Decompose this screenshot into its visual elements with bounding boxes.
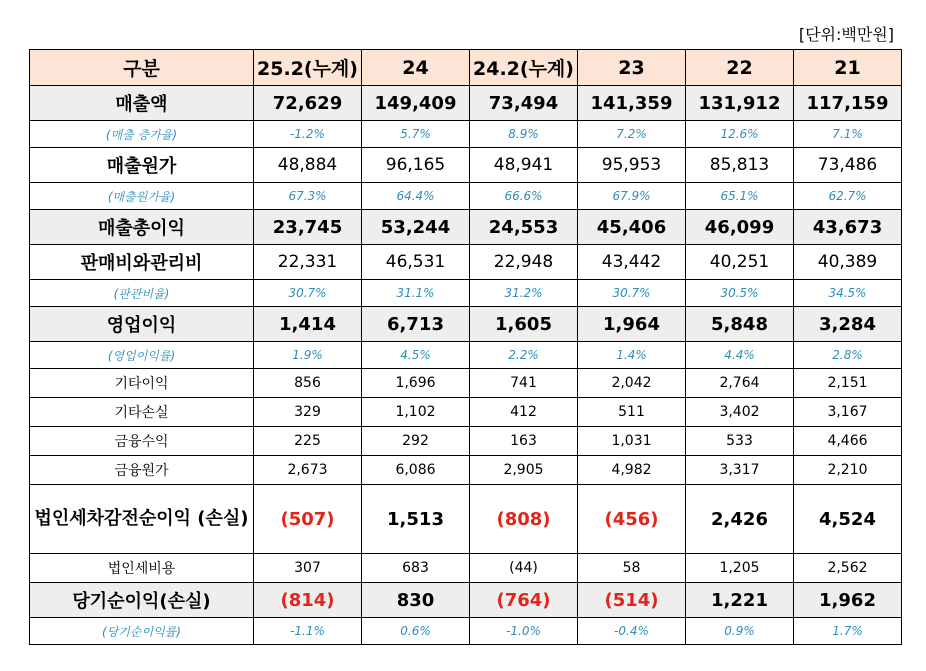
table-cell: 533 bbox=[686, 427, 794, 456]
table-cell: 856 bbox=[254, 369, 362, 398]
table-row bbox=[30, 86, 902, 121]
table-row bbox=[30, 245, 902, 280]
table-cell: (456) bbox=[578, 485, 686, 554]
table-row bbox=[30, 210, 902, 245]
table-cell: 2,042 bbox=[578, 369, 686, 398]
table-row bbox=[30, 148, 902, 183]
row-label: (매출원가율) bbox=[30, 183, 254, 210]
table-cell: -1.2% bbox=[254, 121, 362, 148]
table-cell: 2,673 bbox=[254, 456, 362, 485]
table-cell: 412 bbox=[470, 398, 578, 427]
table-cell: 58 bbox=[578, 554, 686, 583]
table-cell: 2,764 bbox=[686, 369, 794, 398]
table-cell: 72,629 bbox=[254, 86, 362, 121]
table-cell: 31.1% bbox=[362, 280, 470, 307]
row-label: 매출원가 bbox=[30, 148, 254, 183]
table-cell: 30.5% bbox=[686, 280, 794, 307]
table-row bbox=[30, 342, 902, 369]
table-cell: 64.4% bbox=[362, 183, 470, 210]
row-label: (매출 증가율) bbox=[30, 121, 254, 148]
table-cell: 1,962 bbox=[794, 583, 902, 618]
table-cell: 4,466 bbox=[794, 427, 902, 456]
table-cell: 48,941 bbox=[470, 148, 578, 183]
income-statement-table bbox=[29, 49, 902, 645]
table-cell: 3,167 bbox=[794, 398, 902, 427]
table-cell: 96,165 bbox=[362, 148, 470, 183]
table-cell: 46,099 bbox=[686, 210, 794, 245]
table-cell: 830 bbox=[362, 583, 470, 618]
table-row bbox=[30, 583, 902, 618]
table-cell: 1,031 bbox=[578, 427, 686, 456]
table-cell: 1,221 bbox=[686, 583, 794, 618]
table-cell: 7.1% bbox=[794, 121, 902, 148]
row-label: 매출총이익 bbox=[30, 210, 254, 245]
table-cell: 24,553 bbox=[470, 210, 578, 245]
table-cell: 43,442 bbox=[578, 245, 686, 280]
table-cell: 2,562 bbox=[794, 554, 902, 583]
table-row bbox=[30, 554, 902, 583]
table-cell: 683 bbox=[362, 554, 470, 583]
table-cell: 2,426 bbox=[686, 485, 794, 554]
header-row bbox=[30, 50, 902, 86]
table-cell: 12.6% bbox=[686, 121, 794, 148]
table-cell: 2.8% bbox=[794, 342, 902, 369]
table-cell: 2,210 bbox=[794, 456, 902, 485]
row-label: 영업이익 bbox=[30, 307, 254, 342]
table-cell: 3,284 bbox=[794, 307, 902, 342]
table-cell: -0.4% bbox=[578, 618, 686, 645]
table-cell: 22,948 bbox=[470, 245, 578, 280]
table-cell: 66.6% bbox=[470, 183, 578, 210]
table-cell: 48,884 bbox=[254, 148, 362, 183]
table-cell: 1,205 bbox=[686, 554, 794, 583]
table-row bbox=[30, 618, 902, 645]
table-cell: 3,402 bbox=[686, 398, 794, 427]
table-row bbox=[30, 398, 902, 427]
row-label: 금융수익 bbox=[30, 427, 254, 456]
table-cell: 31.2% bbox=[470, 280, 578, 307]
table-row bbox=[30, 307, 902, 342]
table-row bbox=[30, 369, 902, 398]
table-cell: 2,151 bbox=[794, 369, 902, 398]
table-cell: 292 bbox=[362, 427, 470, 456]
table-cell: 117,159 bbox=[794, 86, 902, 121]
table-row bbox=[30, 121, 902, 148]
table-cell: 67.3% bbox=[254, 183, 362, 210]
table-cell: 1,513 bbox=[362, 485, 470, 554]
row-label: (판관비율) bbox=[30, 280, 254, 307]
table-cell: 1,696 bbox=[362, 369, 470, 398]
table-cell: 5.7% bbox=[362, 121, 470, 148]
table-cell: 1,964 bbox=[578, 307, 686, 342]
table-cell: 3,317 bbox=[686, 456, 794, 485]
header-cell: 22 bbox=[686, 50, 794, 86]
row-label: 당기순이익(손실) bbox=[30, 583, 254, 618]
table-cell: 329 bbox=[254, 398, 362, 427]
table-row bbox=[30, 485, 902, 554]
table-cell: -1.1% bbox=[254, 618, 362, 645]
row-label: 법인세비용 bbox=[30, 554, 254, 583]
table-cell: (514) bbox=[578, 583, 686, 618]
table-cell: 45,406 bbox=[578, 210, 686, 245]
table-cell: 0.6% bbox=[362, 618, 470, 645]
table-cell: 0.9% bbox=[686, 618, 794, 645]
table-row bbox=[30, 456, 902, 485]
table-cell: 1,605 bbox=[470, 307, 578, 342]
table-cell: (814) bbox=[254, 583, 362, 618]
table-cell: 40,251 bbox=[686, 245, 794, 280]
table-cell: 4.5% bbox=[362, 342, 470, 369]
table-cell: 1,102 bbox=[362, 398, 470, 427]
header-cell: 24 bbox=[362, 50, 470, 86]
table-cell: 1.7% bbox=[794, 618, 902, 645]
table-cell: 163 bbox=[470, 427, 578, 456]
table-cell: 5,848 bbox=[686, 307, 794, 342]
row-label: (영업이익률) bbox=[30, 342, 254, 369]
table-cell: 73,486 bbox=[794, 148, 902, 183]
table-cell: 23,745 bbox=[254, 210, 362, 245]
header-cell: 25.2(누계) bbox=[254, 50, 362, 86]
table-cell: 46,531 bbox=[362, 245, 470, 280]
table-cell: 34.5% bbox=[794, 280, 902, 307]
table-cell: 30.7% bbox=[578, 280, 686, 307]
table-row bbox=[30, 183, 902, 210]
row-label: 기타손실 bbox=[30, 398, 254, 427]
header-cell: 구분 bbox=[30, 50, 254, 86]
table-cell: 307 bbox=[254, 554, 362, 583]
table-cell: 95,953 bbox=[578, 148, 686, 183]
header-cell: 23 bbox=[578, 50, 686, 86]
header-cell: 24.2(누계) bbox=[470, 50, 578, 86]
table-cell: -1.0% bbox=[470, 618, 578, 645]
table-cell: 6,713 bbox=[362, 307, 470, 342]
table-cell: 43,673 bbox=[794, 210, 902, 245]
table-cell: 7.2% bbox=[578, 121, 686, 148]
table-cell: (764) bbox=[470, 583, 578, 618]
table-cell: 6,086 bbox=[362, 456, 470, 485]
header-cell: 21 bbox=[794, 50, 902, 86]
table-cell: 131,912 bbox=[686, 86, 794, 121]
row-label: 판매비와관리비 bbox=[30, 245, 254, 280]
table-cell: 22,331 bbox=[254, 245, 362, 280]
table-row bbox=[30, 280, 902, 307]
table-cell: 149,409 bbox=[362, 86, 470, 121]
table-cell: (507) bbox=[254, 485, 362, 554]
table-cell: 4.4% bbox=[686, 342, 794, 369]
row-label: 금융원가 bbox=[30, 456, 254, 485]
table-cell: 40,389 bbox=[794, 245, 902, 280]
table-cell: 65.1% bbox=[686, 183, 794, 210]
row-label: 매출액 bbox=[30, 86, 254, 121]
table-cell: 2,905 bbox=[470, 456, 578, 485]
table-cell: (44) bbox=[470, 554, 578, 583]
table-row bbox=[30, 427, 902, 456]
table-cell: 141,359 bbox=[578, 86, 686, 121]
table-cell: 225 bbox=[254, 427, 362, 456]
row-label: 기타이익 bbox=[30, 369, 254, 398]
table-cell: 1.4% bbox=[578, 342, 686, 369]
table-cell: 53,244 bbox=[362, 210, 470, 245]
table-cell: 67.9% bbox=[578, 183, 686, 210]
table-cell: 85,813 bbox=[686, 148, 794, 183]
table-cell: (808) bbox=[470, 485, 578, 554]
table-cell: 1.9% bbox=[254, 342, 362, 369]
row-label: (당기순이익률) bbox=[30, 618, 254, 645]
table-cell: 73,494 bbox=[470, 86, 578, 121]
table-cell: 1,414 bbox=[254, 307, 362, 342]
table-cell: 62.7% bbox=[794, 183, 902, 210]
table-cell: 2.2% bbox=[470, 342, 578, 369]
table-cell: 511 bbox=[578, 398, 686, 427]
unit-label: [단위:백만원] bbox=[798, 25, 894, 44]
row-label: 법인세차감전순이익 (손실) bbox=[30, 485, 254, 554]
table-cell: 30.7% bbox=[254, 280, 362, 307]
table-cell: 741 bbox=[470, 369, 578, 398]
table-cell: 4,982 bbox=[578, 456, 686, 485]
table-cell: 8.9% bbox=[470, 121, 578, 148]
table-cell: 4,524 bbox=[794, 485, 902, 554]
